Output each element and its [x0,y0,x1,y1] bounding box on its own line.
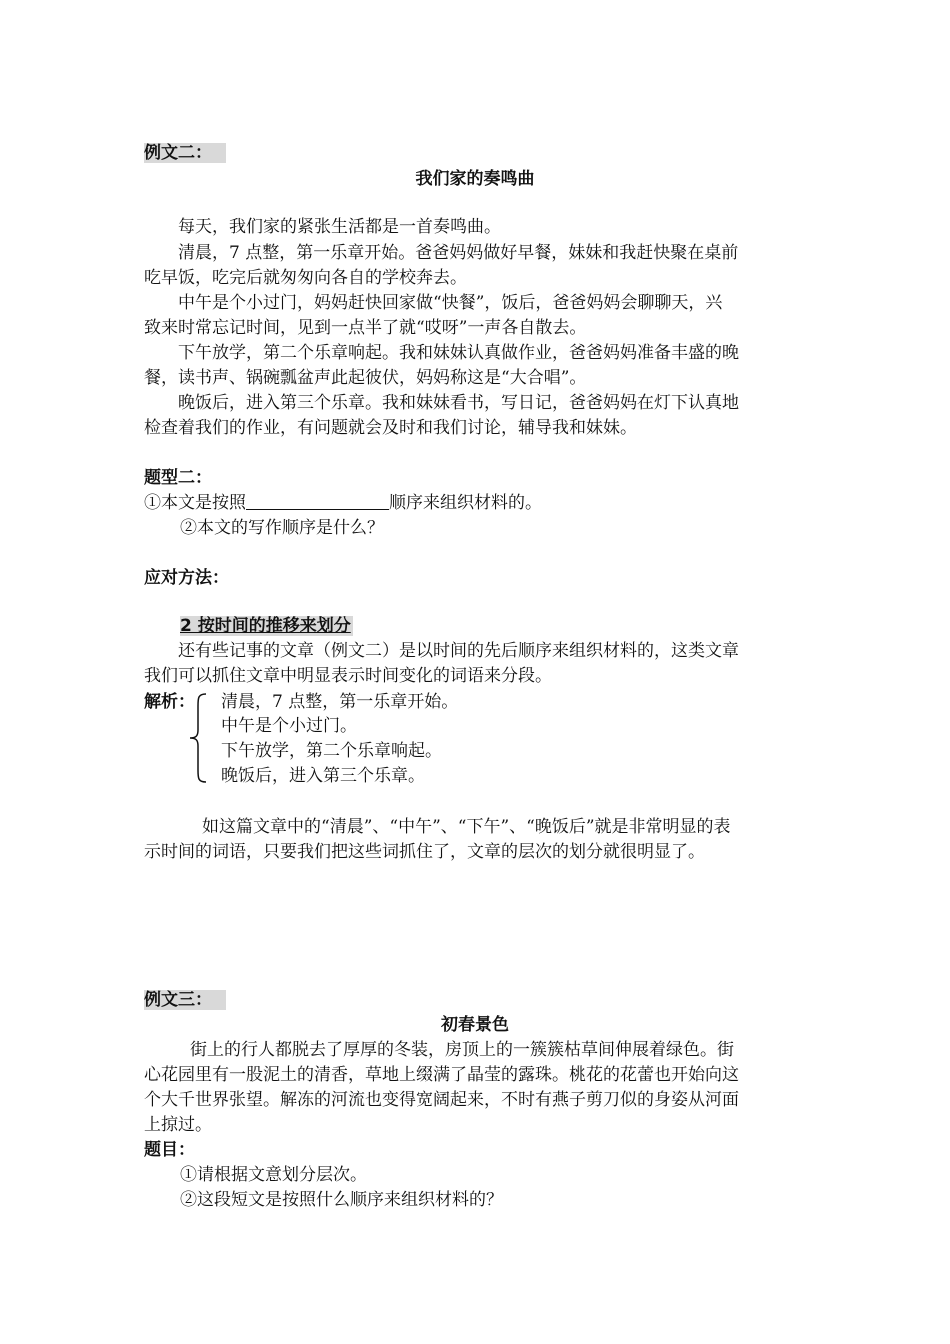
example2-label: 例文二： [144,141,226,166]
example2-line: 下午放学，第二个乐章响起。我和妹妹认真做作业，爸爸妈妈准备丰盛的晚 [178,343,739,363]
example3-label: 例文三： [144,988,226,1013]
example2-line: 检查着我们的作业，有问题就会及时和我们讨论，辅导我和妹妹。 [144,418,637,438]
question2-item-1 [144,491,542,516]
summary-line: 如这篇文章中的“清晨”、“中午”、“下午”、“晚饭后”就是非常明显的表 [202,817,731,837]
example3-question: ②这段短文是按照什么顺序来组织材料的？ [180,1190,503,1210]
question2-item-1-prefix: ①本文是按照 [144,493,246,513]
example2-line: 中午是个小过门，妈妈赶快回家做“快餐”，饭后，爸爸妈妈会聊聊天，兴 [178,293,723,313]
example3-line: 上掠过。 [144,1115,212,1135]
analysis-item: 清晨，7 点整，第一乐章开始。 [221,692,459,712]
curly-brace-icon [186,692,210,784]
question2-item-1-suffix: 顺序来组织材料的。 [389,493,542,513]
example3-title: 初春景色 [441,1015,509,1035]
method-label: 应对方法： [144,568,229,588]
example2-line: 清晨，7 点整，第一乐章开始。爸爸妈妈做好早餐，妹妹和我赶快聚在桌前 [178,243,739,263]
example2-line: 致来时常忘记时间，见到一点半了就“哎呀”一声各自散去。 [144,318,587,338]
question2-label: 题型二： [144,468,212,488]
example2-line: 吃早饭，吃完后就匆匆向各自的学校奔去。 [144,268,467,288]
example3-line: 心花园里有一股泥土的清香，草地上缀满了晶莹的露珠。桃花的花蕾也开始向这 [144,1065,739,1085]
example2-line: 每天，我们家的紧张生活都是一首奏鸣曲。 [178,217,501,237]
method-line: 我们可以抓住文章中明显表示时间变化的词语来分段。 [144,666,552,686]
example3-question-label: 题目： [144,1140,195,1160]
analysis-item: 下午放学，第二个乐章响起。 [221,741,442,761]
example3-question: ①请根据文意划分层次。 [180,1165,367,1185]
method-line: 还有些记事的文章（例文二）是以时间的先后顺序来组织材料的，这类文章 [178,641,739,661]
example3-line: 个大千世界张望。解冻的河流也变得宽阔起来，不时有燕子剪刀似的身姿从河面 [144,1090,739,1110]
analysis-label: 解析： [144,692,195,712]
summary-line: 示时间的词语，只要我们把这些词抓住了，文章的层次的划分就很明显了。 [144,842,705,862]
example2-line: 餐，读书声、锅碗瓢盆声此起彼伏，妈妈称这是“大合唱”。 [144,368,587,388]
method-heading: 2 按时间的推移来划分 [180,616,351,636]
question2-item-2: ②本文的写作顺序是什么？ [180,518,384,538]
example2-title: 我们家的奏鸣曲 [415,169,535,189]
answer-blank[interactable] [246,493,389,510]
analysis-item: 晚饭后，进入第三个乐章。 [221,766,425,786]
analysis-item: 中午是个小过门。 [221,716,357,736]
example3-line: 街上的行人都脱去了厚厚的冬装，房顶上的一簇簇枯草间伸展着绿色。街 [190,1040,734,1060]
example2-line: 晚饭后，进入第三个乐章。我和妹妹看书，写日记，爸爸妈妈在灯下认真地 [178,393,739,413]
